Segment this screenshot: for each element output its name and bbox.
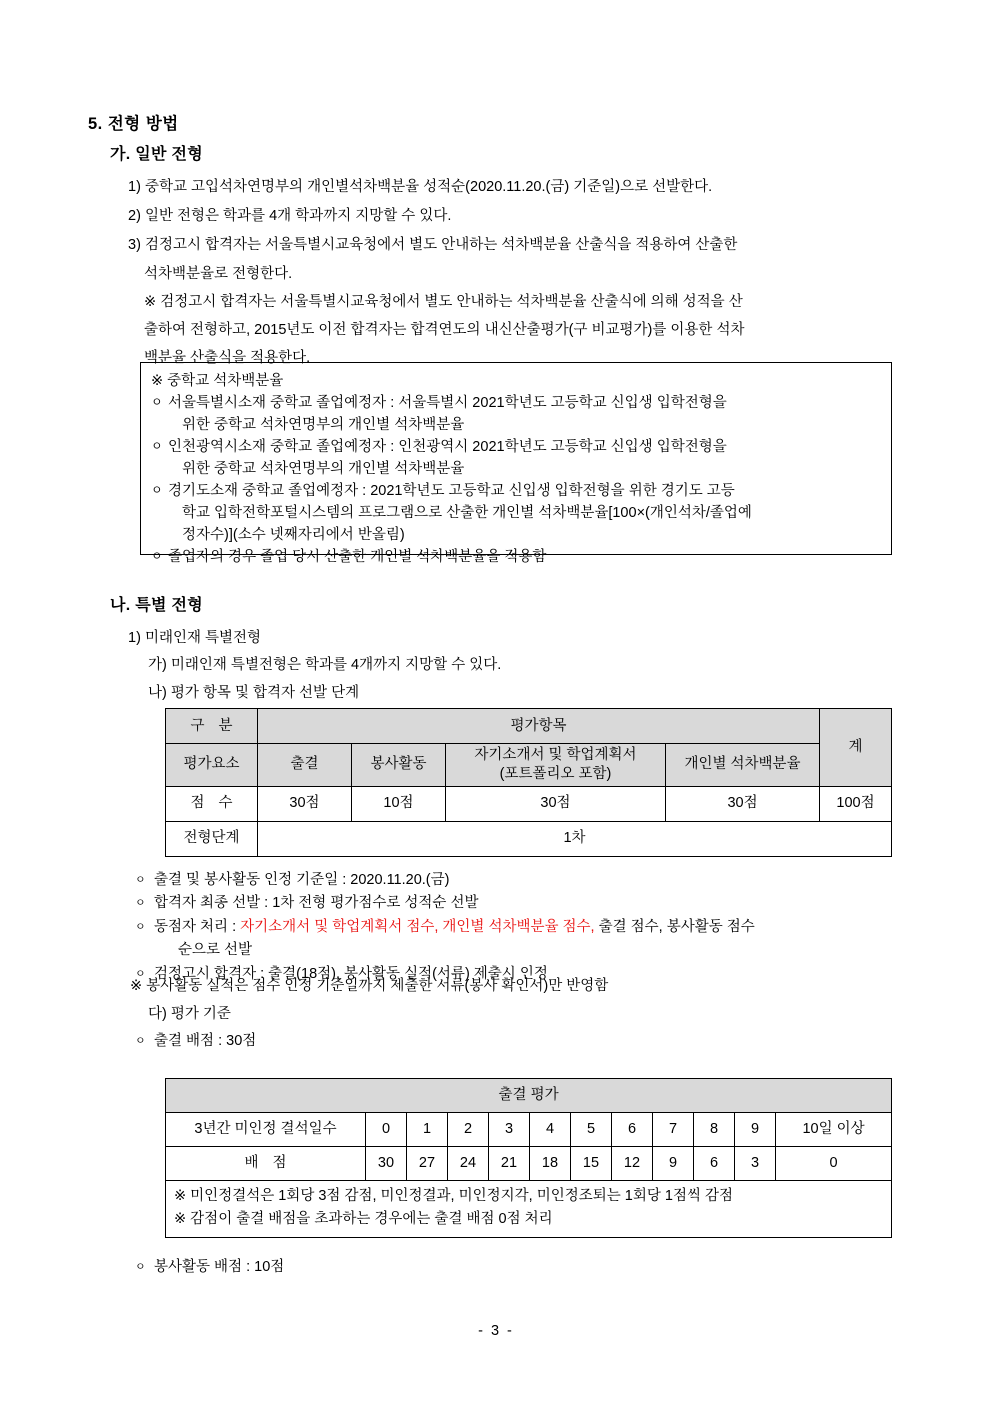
- cell-text: 배 점: [244, 1155, 292, 1172]
- general-note-line2: 출하여 전형하고, 2015년도 이전 합격자는 합격연도의 내신산출평가(구 비교평가)를 이용한 석차: [144, 322, 745, 338]
- circle-bullet-icon: ㅇ: [151, 439, 163, 454]
- cell-score: 30: [366, 1147, 407, 1181]
- evaluation-criteria-table: [165, 708, 892, 857]
- note-line: 서울특별시소재 중학교 졸업예정자 : 서울특별시 2021학년도 고등학교 신입생 입학전형을: [168, 395, 727, 412]
- general-note-line1: [144, 291, 743, 313]
- cell-score: 24: [448, 1147, 489, 1181]
- cell-gubun: [166, 709, 258, 744]
- special-sub-c-text: 평가 기준: [170, 1006, 231, 1022]
- circle-bullet-icon: ㅇ: [151, 549, 163, 564]
- page-footer: - 3 -: [478, 1323, 514, 1339]
- general-item-2: [128, 205, 451, 227]
- cell-score: 18: [530, 1147, 571, 1181]
- cell-absence-day: 9: [735, 1113, 776, 1147]
- cell-absence-day: 1: [407, 1113, 448, 1147]
- cell-total-score: 100점: [820, 786, 892, 821]
- circle-bullet-icon: ㅇ: [135, 1035, 146, 1047]
- cell-stage-label: 전형단계: [166, 821, 258, 856]
- attendance-score-label-row: [135, 1030, 635, 1053]
- general-note-line3: 백분율 산출식을 적용한다.: [144, 350, 311, 366]
- cell-score: 6: [694, 1147, 735, 1181]
- cell-absence-day: 6: [612, 1113, 653, 1147]
- general-item-1-text: 중학교 고입석차연명부의 개인별석차백분율 성적순(2020.11.20.(금) 기준일)으로 선발한다.: [144, 179, 713, 195]
- cell-attendance-header: 출결: [258, 744, 352, 787]
- list-item-tiebreaker: [135, 916, 895, 963]
- special-item-1-text: 미래인재 특별전형: [144, 630, 262, 646]
- cell-attendance-title: 출결 평가: [166, 1079, 892, 1113]
- note-line: 졸업자의 경우 졸업 당시 산출한 개인별 석차백분율을 적용함: [168, 549, 547, 566]
- list-item-text: 검정고시 합격자 : 출결(18점), 봉사활동 실적(서류) 제출시 인정: [154, 965, 548, 982]
- cell-essay-score: 30점: [446, 786, 666, 821]
- section-title: 전형 방법: [107, 115, 179, 133]
- attendance-note-line: ※ 감점이 출결 배점을 초과하는 경우에는 출결 배점 0점 처리: [174, 1210, 553, 1227]
- list-item: [135, 869, 895, 892]
- note-line: 경기도소재 중학교 졸업예정자 : 2021학년도 고등학교 신입생 입학전형을 위한 경기도 고등: [168, 483, 735, 500]
- circle-bullet-icon: ㅇ: [151, 395, 163, 410]
- circle-bullet-icon: ㅇ: [151, 483, 163, 498]
- special-sub-c-marker: 다): [148, 1006, 167, 1022]
- cell-evaluation-items-header: 평가항목: [258, 709, 820, 744]
- cell-essay-header: [446, 744, 666, 787]
- cell-attendance-score: 30점: [258, 786, 352, 821]
- circle-bullet-icon: ㅇ: [135, 897, 146, 910]
- volunteer-score-label-row: [135, 1256, 635, 1279]
- cell-absence-day: 10일 이상: [776, 1113, 892, 1147]
- special-sub-b-marker: 나): [148, 685, 167, 701]
- cell-score: 0: [776, 1147, 892, 1181]
- tiebreaker-highlight: 자기소개서 및 학업계획서 점수, 개인별 석차백분율 점수,: [240, 918, 595, 935]
- cell-absence-day: 2: [448, 1113, 489, 1147]
- special-item-1: [128, 627, 261, 649]
- general-item-1-marker: 1): [128, 179, 141, 195]
- tiebreaker-prefix: 동점자 처리 :: [154, 918, 241, 935]
- table-row: [166, 1079, 892, 1113]
- circle-bullet-icon: ㅇ: [135, 967, 146, 980]
- list-item-text: 합격자 최종 선발 : 1차 전형 평가점수로 성적순 선발: [154, 895, 479, 912]
- note-box-item-text: [168, 436, 881, 480]
- cell-score: 3: [735, 1147, 776, 1181]
- cell-score: 15: [571, 1147, 612, 1181]
- attendance-evaluation-table: [165, 1078, 892, 1238]
- cell-total-header: 계: [820, 709, 892, 787]
- cell-stage-value: 1차: [258, 821, 892, 856]
- attendance-note-line: ※ 미인정결석은 1회당 3점 감점, 미인정결과, 미인정지각, 미인정조퇴는 1회당 1점씩 감점: [174, 1188, 734, 1204]
- cell-factor-label: 평가요소: [166, 744, 258, 787]
- cell-score: 12: [612, 1147, 653, 1181]
- cell-absence-day: 7: [653, 1113, 694, 1147]
- general-item-3-line2: 석차백분율로 전형한다.: [144, 266, 293, 282]
- list-item: [135, 1256, 635, 1279]
- tiebreaker-continuation: 순으로 선발: [178, 942, 253, 959]
- note-box-item: [151, 480, 881, 546]
- cell-score: 9: [653, 1147, 694, 1181]
- general-item-2-text: 일반 전형은 학과를 4개 학과까지 지망할 수 있다.: [144, 208, 452, 224]
- cell-score-label: [166, 786, 258, 821]
- note-line: 인천광역시소재 중학교 졸업예정자 : 인천광역시 2021학년도 고등학교 신입생 입학전형을: [168, 439, 727, 456]
- special-sub-b: [148, 682, 359, 704]
- special-sub-a-marker: 가): [148, 657, 167, 673]
- note-line: 위한 중학교 석차연명부의 개인별 석차백분율: [182, 417, 465, 434]
- list-item-text: [154, 916, 895, 963]
- general-note-text-line1: 검정고시 합격자는 서울특별시교육청에서 별도 안내하는 석차백분율 산출식에 의해 성적을 산: [160, 294, 743, 310]
- note-box-item-text: [168, 546, 881, 568]
- general-item-3-marker: 3): [128, 237, 141, 253]
- special-sub-a-text: 미래인재 특별전형은 학과를 4개까지 지망할 수 있다.: [170, 657, 502, 673]
- note-box-item-text: [168, 392, 881, 436]
- cell-text: 점 수: [190, 795, 238, 812]
- cell-absence-days-label: 3년간 미인정 결석일수: [166, 1113, 366, 1147]
- table-row: [166, 1113, 892, 1147]
- tiebreaker-suffix: 출결 점수, 봉사활동 점수: [594, 918, 755, 935]
- cell-text-line2: (포트폴리오 포함): [499, 765, 612, 782]
- note-box-item: [151, 546, 881, 568]
- special-admission-bullet-list: [135, 869, 895, 986]
- heading-general-admission: 가. 일반 전형: [110, 146, 204, 163]
- circle-bullet-icon: ㅇ: [135, 874, 146, 886]
- table-row: [166, 1147, 892, 1181]
- note-box-item-text: [168, 480, 881, 546]
- general-item-1: [128, 176, 712, 198]
- cell-rank-score: 30점: [666, 786, 820, 821]
- cell-attendance-notes: [166, 1181, 892, 1238]
- rank-percentile-note-box: [140, 362, 892, 566]
- general-item-2-marker: 2): [128, 208, 141, 224]
- note-line: 위한 중학교 석차연명부의 개인별 석차백분율: [182, 461, 465, 478]
- general-item-3-line1: [128, 234, 737, 256]
- cell-score-label: [166, 1147, 366, 1181]
- general-item-3-text-line1: 검정고시 합격자는 서울특별시교육청에서 별도 안내하는 석차백분율 산출식을 적용하여 산출한: [144, 237, 738, 253]
- table-row: [166, 744, 892, 787]
- list-item-text: 출결 배점 : 30점: [154, 1033, 257, 1049]
- note-line: 정자수)](소수 넷째자리에서 반올림): [182, 527, 405, 544]
- circle-bullet-icon: ㅇ: [135, 920, 146, 933]
- note-line: 학교 입학전학포털시스템의 프로그램으로 산출한 개인별 석차백분율[100×(개인석차/졸업예: [182, 505, 752, 522]
- circle-bullet-icon: ㅇ: [135, 1261, 146, 1273]
- table-row: [166, 709, 892, 744]
- list-item: [135, 1030, 635, 1053]
- special-sub-c: [148, 1003, 231, 1025]
- heading-special-admission: 나. 특별 전형: [110, 597, 204, 614]
- special-item-1-marker: 1): [128, 630, 141, 646]
- note-box-item: [151, 436, 881, 480]
- cell-text: 구 분: [190, 717, 238, 734]
- table-row: [166, 1181, 892, 1238]
- cell-absence-day: 4: [530, 1113, 571, 1147]
- page-title: [88, 112, 179, 138]
- table-row: [166, 786, 892, 821]
- cell-volunteer-score: 10점: [352, 786, 446, 821]
- list-item-text: 봉사활동 배점 : 10점: [154, 1259, 285, 1275]
- cell-absence-day: 0: [366, 1113, 407, 1147]
- cell-absence-day: 5: [571, 1113, 612, 1147]
- special-sub-a: [148, 654, 501, 676]
- note-box-item: [151, 392, 881, 436]
- list-item-text: 출결 및 봉사활동 인정 기준일 : 2020.11.20.(금): [154, 872, 450, 888]
- list-item: [135, 892, 895, 915]
- note-box-title: ※ 중학교 석차백분율: [151, 373, 284, 389]
- cell-text-line1: 자기소개서 및 학업계획서: [474, 747, 637, 763]
- volunteer-star-note: ※ 봉사활동 실적은 점수 인정 기준일까지 제출한 서류(봉사 확인서)만 반영함: [130, 978, 609, 994]
- cell-score: 27: [407, 1147, 448, 1181]
- special-sub-b-text: 평가 항목 및 합격자 선발 단계: [170, 685, 360, 701]
- section-number: 5.: [88, 115, 103, 133]
- cell-absence-day: 8: [694, 1113, 735, 1147]
- cell-volunteer-header: 봉사활동: [352, 744, 446, 787]
- cell-rank-header: 개인별 석차백분율: [666, 744, 820, 787]
- general-note-marker: ※: [144, 294, 157, 310]
- cell-score: 21: [489, 1147, 530, 1181]
- table-row: [166, 821, 892, 856]
- cell-absence-day: 3: [489, 1113, 530, 1147]
